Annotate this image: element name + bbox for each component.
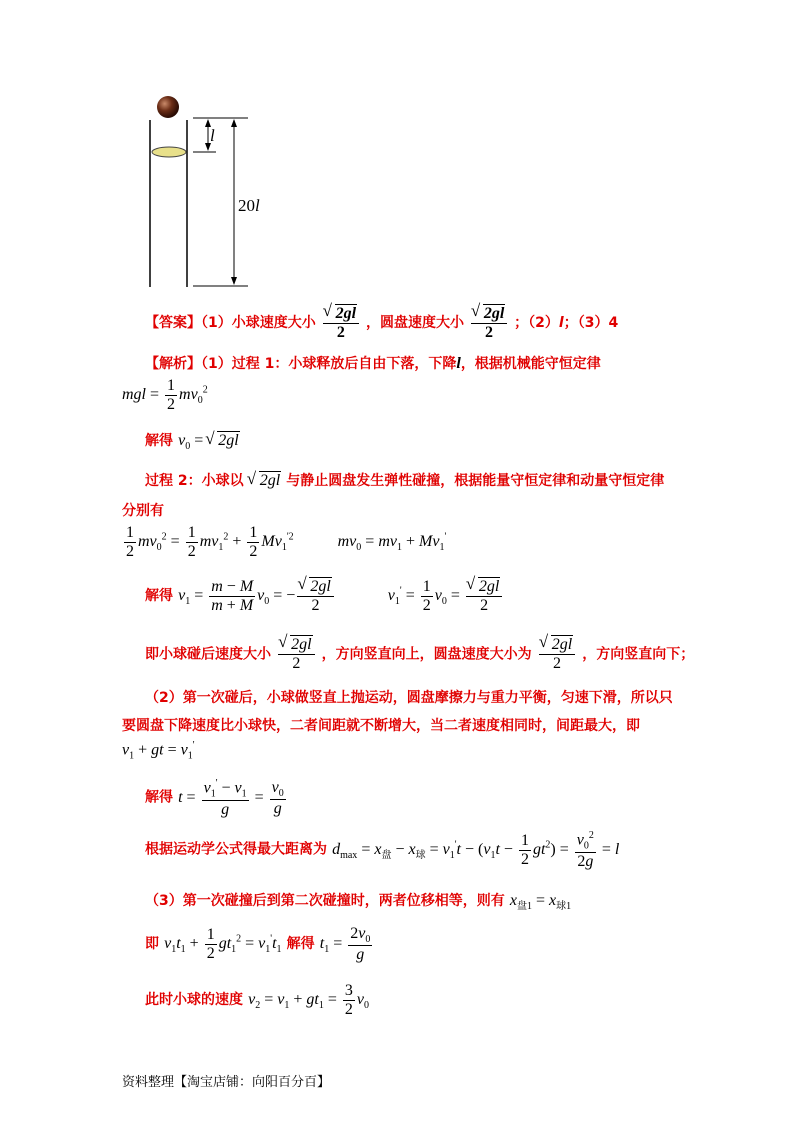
part3-solve: 即 $v_1t_1$ + $\frac{1}{2}$ $gt_1^2 = v_1't_1$ 解得 $t_1$ = $\frac{2v_0}{g}$ [145,925,371,964]
label-l: l [210,126,215,145]
solve-v0: 解得 $v_0$ = √ 2gl [145,430,240,452]
part2-line2: 要圆盘下降速度比小球快，二者间距就不断增大，当二者速度相同时，间距最大，即 [122,718,640,734]
process2-line2: 分别有 [122,503,164,519]
label-20l: 20l [238,196,260,215]
eq-energy: mgl = $\frac{1}{2}$ $mv_0^2$ [122,377,208,413]
solve-v1: 解得 $v_1$ = $\frac{m - M}{m + M}$ $v_0$ = − √ $\frac{2gl}{2}$ $v_1'$ = $\frac{1}{2}$ $v_0$ = √ $\frac{2gl}{2}$ [145,578,504,614]
max-distance: 根据运动学公式得最大距离为 $d_{max} = x_盘 - x_球 = v_1't - (v_1t$ − $\frac{1}{2}$ $gt^2$) = $\frac{v_0^2}{2g}$ = l [145,830,620,870]
eq-elastic: $\frac{1}{2}$ $mv_0^2$ = $\frac{1}{2}$ $mv_1^2$ + $\frac{1}{2}$ $Mv_1^{'2}$ $mv_0 = mv_1 + Mv_1'$ [126,524,447,560]
physics-figure [140,92,270,292]
result-line: 即小球碰后速度大小 √ $\frac{2gl}{2}$ ，方向竖直向上，圆盘速度大小为 √ $\frac{2gl}{2}$ ，方向竖直向下； [145,636,694,672]
part2-line1: （2）第一次碰后，小球做竖直上抛运动，圆盘摩擦力与重力平衡，匀速下滑，所以只 [145,690,673,706]
disc [152,147,186,157]
part3-speed: 此时小球的速度 $v_2 = v_1 + gt_1$ = $\frac{3}{2}$ $v_0$ [145,982,369,1018]
solve-t: 解得 t = $\frac{v_1' - v_1}{g}$ = $\frac{v_0}{g}$ [145,778,284,818]
ball [157,96,179,118]
part3-line1: （3）第一次碰撞后到第二次碰撞时，两者位移相等，则有 $x_{盘1} = x_{球1}$ [145,892,572,913]
eq-equal-speed: $v_1$ + gt = $v_1'$ [122,740,195,762]
analysis-line1: 【解析】（1）过程 1：小球释放后自由下落，下降l，根据机械能守恒定律 [145,355,601,372]
footer: 资料整理【淘宝店铺：向阳百分百】 [122,1075,331,1090]
process2-line: 过程 2：小球以 √ 2gl 与静止圆盘发生弹性碰撞，根据能量守恒定律和动量守恒定律 [145,470,664,490]
answer-line: 【答案】（1）小球速度大小 √ $\frac{2gl}{2}$ ，圆盘速度大小 √ $\frac{2gl}{2}$ ；（2）l；（3）4 [145,305,618,341]
